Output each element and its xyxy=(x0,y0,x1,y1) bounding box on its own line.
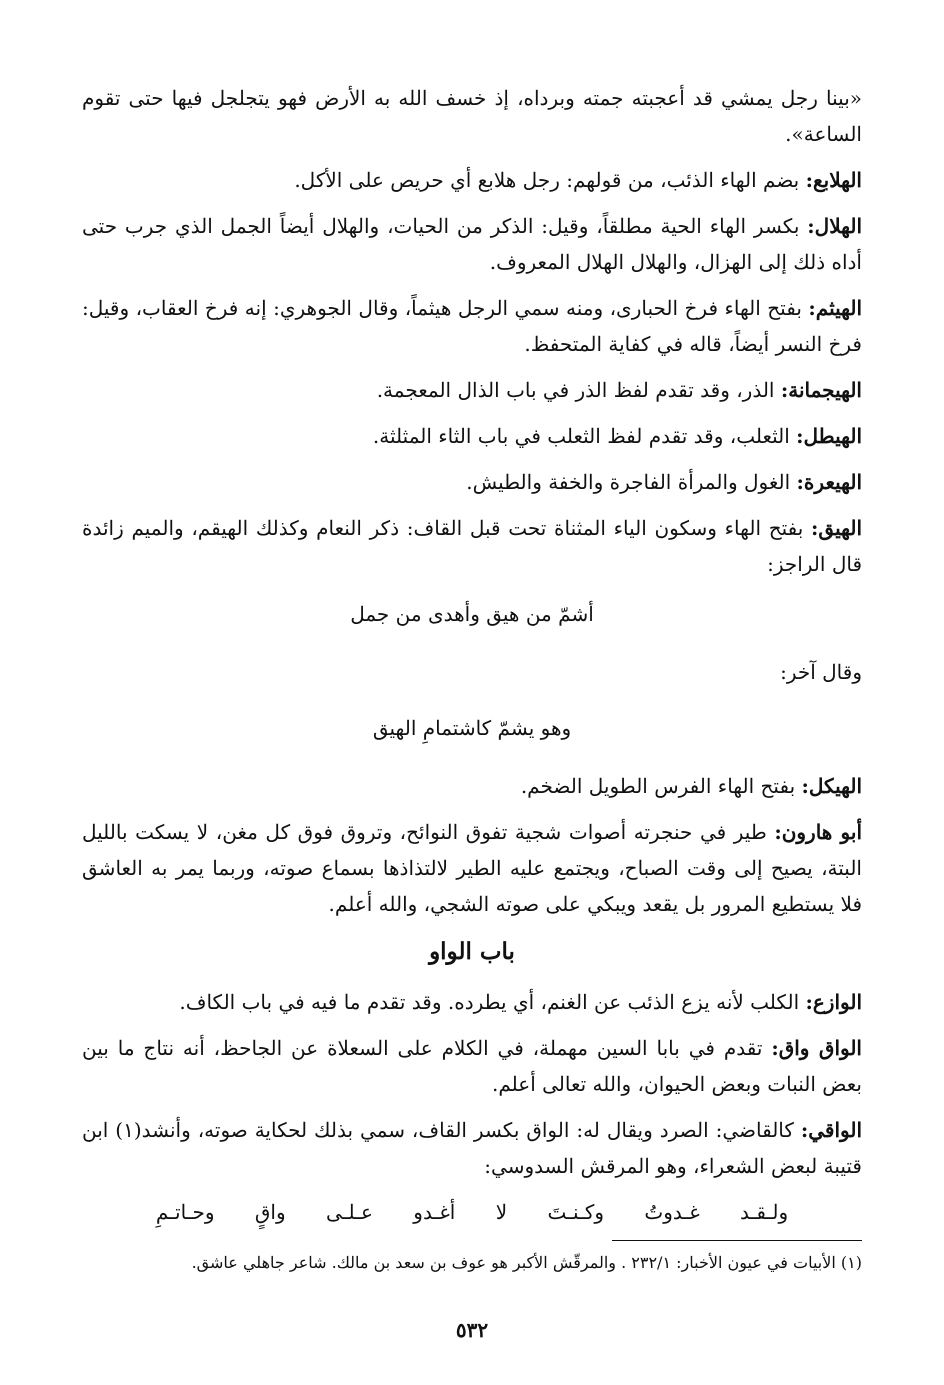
entry-term: الهيعرة: xyxy=(796,470,862,494)
entry-text: الذر، وقد تقدم لفظ الذر في باب الذال المعجمة. xyxy=(376,378,781,402)
entry-alwazi xyxy=(82,984,862,1020)
entry-term: الهيثم: xyxy=(808,296,863,320)
entry-text: بفتح الهاء فرخ الحبارى، ومنه سمي الرجل هيثماً، وقال الجوهري: إنه فرخ العقاب، وقيل: فرخ النسر أيضاً، قاله في كفاية المتحفظ. xyxy=(82,296,862,356)
entry-text: كالقاضي: الصرد ويقال له: الواق بكسر القاف، سمي بذلك لحكاية صوته، وأنشد(١) ابن قتيبة لبعض الشعراء، وهو المرقش السدوسي: xyxy=(82,1118,862,1178)
entry-text: الغول والمرأة الفاجرة والخفة والطيش. xyxy=(466,470,797,494)
entry-term: الهيكل: xyxy=(801,774,862,798)
entry-text: بفتح الهاء وسكون الياء المثناة تحت قبل القاف: ذكر النعام وكذلك الهيقم، والميم زائدة قال الراجز: xyxy=(82,516,862,576)
entry-term: الهيق: xyxy=(811,516,862,540)
entry-text: تقدم في بابا السين مهملة، في الكلام على السعلاة عن الجاحظ، أنه نتاج ما بين بعض النبات وبعض الحيوان، والله تعالى أعلم. xyxy=(82,1036,862,1096)
said-another: وقال آخر: xyxy=(780,660,862,684)
entry-alhay3ara xyxy=(82,464,862,500)
entry-text: طير في حنجرته أصوات شجية تفوق النوائح، وتروق فوق كل مغن، لا يسكت بالليل البتة، يصيح إلى وقت الصباح، ويجتمع عليه الطير لالتذاذها بسماع صوته، وربما يمر به العاشق فلا يستطيع المرور بل يقعد ويبكي على صوته الشجي، والله أعلم. xyxy=(82,820,862,916)
entry-term: الهلال: xyxy=(807,214,862,238)
entry-term: الواقي: xyxy=(800,1118,862,1142)
entry-alhayq xyxy=(82,510,862,582)
verse-line-1: أشمّ من هيق وأهدى من جمل xyxy=(350,602,594,626)
paragraph-hadith xyxy=(82,80,862,152)
entry-alhaytal xyxy=(82,418,862,454)
entry-text: بفتح الهاء الفرس الطويل الضخم. xyxy=(520,774,802,798)
entry-term: الوازع: xyxy=(805,990,862,1014)
entry-term: أبو هارون: xyxy=(774,820,862,844)
entry-text: بضم الهاء الذئب، من قولهم: رجل هلابع أي حريص على الأكل. xyxy=(294,168,806,192)
entry-text: بكسر الهاء الحية مطلقاً، وقيل: الذكر من الحيات، والهلال أيضاً الجمل الذي جرب حتى أداه ذلك إلى الهزال، والهلال الهلال المعروف. xyxy=(82,214,862,274)
entry-alwaqwaq xyxy=(82,1030,862,1102)
entry-alhilal xyxy=(82,208,862,280)
section-title: باب الواو xyxy=(429,938,515,965)
entry-alwaqi xyxy=(82,1112,862,1184)
verse-line-3: ولـقـد غـدوتُ وكـنـتَ لا أغـدو عـلـى واقٍ وحـاتـمِ xyxy=(155,1200,789,1224)
entry-term: الهيجمانة: xyxy=(780,378,862,402)
entry-alhayjumana xyxy=(82,372,862,408)
page-number: ٥٣٢ xyxy=(455,1318,489,1342)
footnote-divider xyxy=(612,1240,862,1241)
entry-alhaykal xyxy=(82,768,862,804)
entry-term: الهيطل: xyxy=(796,424,862,448)
verse-line-2: وهو يشمّ كاشتمامِ الهيق xyxy=(372,716,572,740)
entry-text: الثعلب، وقد تقدم لفظ الثعلب في باب الثاء المثلثة. xyxy=(372,424,797,448)
entry-text: «بينا رجل يمشي قد أعجبته جمته وبرداه، إذ خسف الله به الأرض فهو يتجلجل فيها حتى تقوم الساعة». xyxy=(82,86,862,146)
entry-text: الكلب لأنه يزع الذئب عن الغنم، أي يطرده. وقد تقدم ما فيه في باب الكاف. xyxy=(179,990,806,1014)
entry-abu-haroun xyxy=(82,814,862,922)
footnote: (١) الأبيات في عيون الأخبار: ٢٣٢/١ . والمرقّش الأكبر هو عوف بن سعد بن مالك. شاعر جاهلي عاشق. xyxy=(191,1253,862,1272)
entry-term: الهلابع: xyxy=(805,168,862,192)
entry-alhaytham xyxy=(82,290,862,362)
entry-alhalabi xyxy=(82,162,862,198)
entry-term: الواق واق: xyxy=(771,1036,862,1060)
